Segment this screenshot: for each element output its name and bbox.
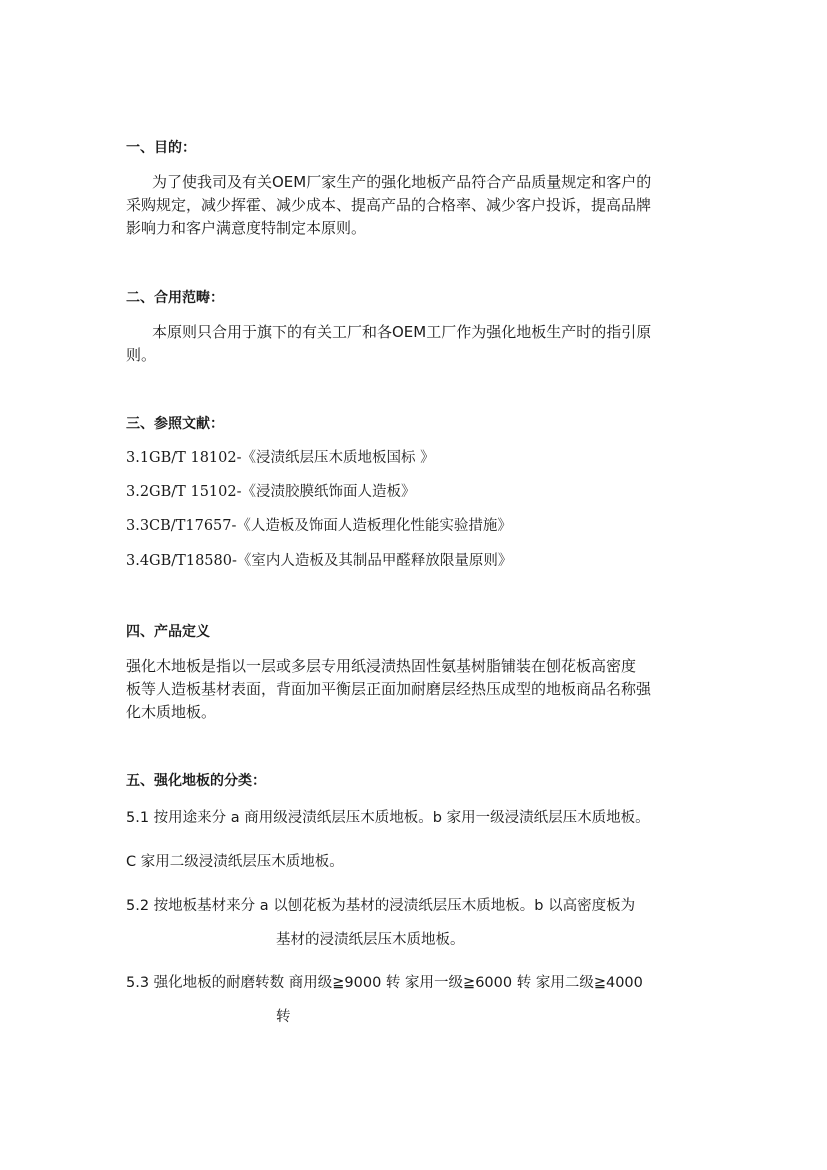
section-5-heading: 五、强化地板的分类： bbox=[126, 773, 266, 789]
section-4-line-3: 化木质地板。 bbox=[126, 703, 217, 721]
classification-line-1: 5.1 按用途来分 a 商用级浸渍纸层压木质地板。b 家用一级浸渍纸层压木质地板。 bbox=[126, 810, 650, 826]
reference-item-4: 3.4GB/T18580-《室内人造板及其制品甲醛释放限量原则》 bbox=[126, 553, 513, 569]
section-4-heading: 四、产品定义 bbox=[126, 624, 210, 640]
section-1-line-2: 采购规定，减少挥霍、减少成本、提高产品的合格率、减少客户投诉，提高品牌 bbox=[126, 196, 652, 214]
section-1-line-3: 影响力和客户满意度特制定本原则。 bbox=[126, 219, 367, 237]
section-3-heading: 三、参照文献： bbox=[126, 416, 224, 432]
classification-line-2: C 家用二级浸渍纸层压木质地板。 bbox=[126, 854, 344, 870]
section-1-line-1: 为了使我司及有关OEM厂家生产的强化地板产品符合产品质量规定和客户的 bbox=[152, 173, 652, 191]
section-1-heading: 一、目的： bbox=[126, 140, 196, 156]
classification-line-6: 转 bbox=[276, 1009, 291, 1025]
reference-item-3: 3.3CB/T17657-《人造板及饰面人造板理化性能实验措施》 bbox=[126, 518, 512, 534]
section-2-line-1: 本原则只合用于旗下的有关工厂和各OEM工厂作为强化地板生产时的指引原 bbox=[152, 323, 652, 341]
section-2-line-2: 则。 bbox=[126, 346, 157, 364]
classification-line-4: 基材的浸渍纸层压木质地板。 bbox=[276, 932, 465, 948]
reference-item-2: 3.2GB/T 15102-《浸渍胶膜纸饰面人造板》 bbox=[126, 484, 416, 500]
section-2-heading: 二、合用范畴： bbox=[126, 290, 224, 306]
classification-line-5: 5.3 强化地板的耐磨转数 商用级≧9000 转 家用一级≧6000 转 家用二级≧4000 bbox=[126, 975, 643, 991]
section-4-line-1: 强化木地板是指以一层或多层专用纸浸渍热固性氨基树脂铺装在刨花板高密度 bbox=[126, 657, 637, 675]
classification-line-3: 5.2 按地板基材来分 a 以刨花板为基材的浸渍纸层压木质地板。b 以高密度板为 bbox=[126, 898, 636, 914]
reference-item-1: 3.1GB/T 18102-《浸渍纸层压木质地板国标 》 bbox=[126, 450, 435, 466]
section-4-line-2: 板等人造板基材表面，背面加平衡层正面加耐磨层经热压成型的地板商品名称强 bbox=[126, 680, 652, 698]
